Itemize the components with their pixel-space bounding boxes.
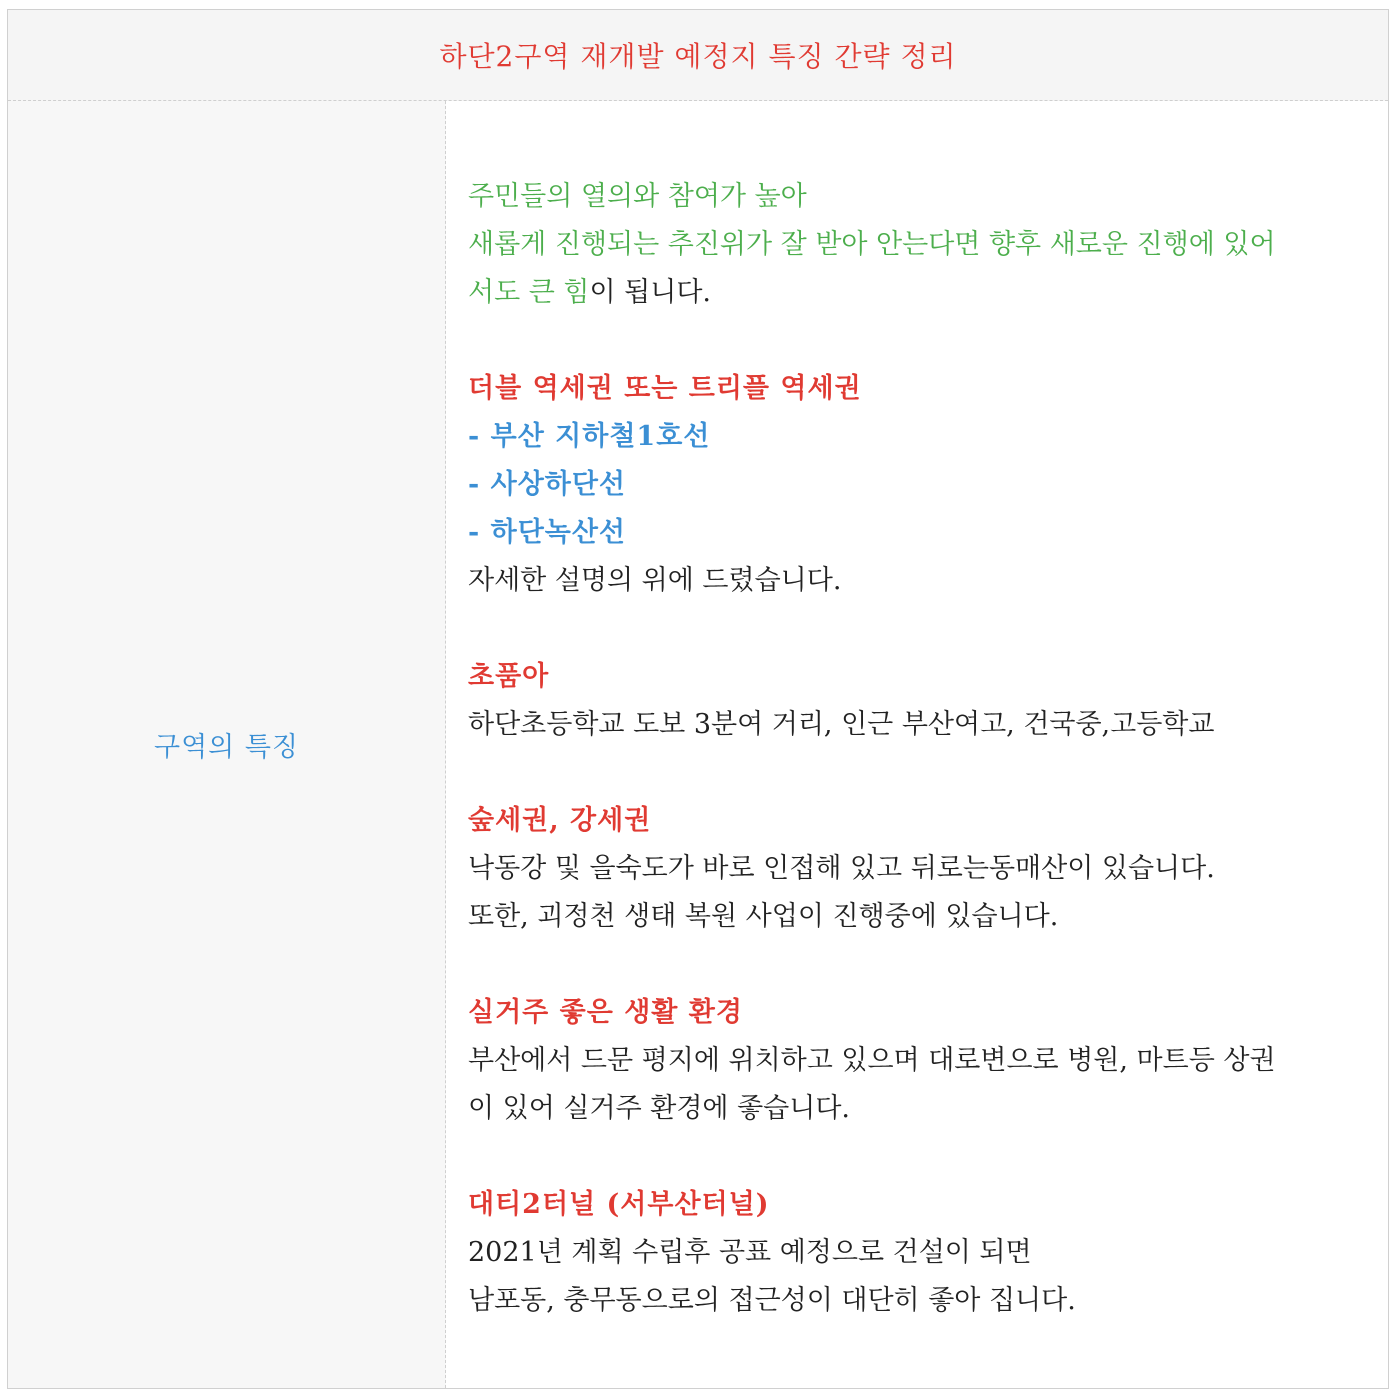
station-item: - 부산 지하철1호선 [468, 421, 711, 452]
section-body-tunnel-1: 2021년 계획 수립후 공표 예정으로 건설이 되면 [468, 1237, 1032, 1268]
section-body-station: 자세한 설명의 위에 드렸습니다. [468, 565, 842, 596]
intro-line-3-highlight: 서도 큰 힘 [468, 277, 590, 308]
section-heading-nature: 숲세권, 강세권 [468, 805, 652, 836]
intro-line-2: 새롭게 진행되는 추진위가 잘 받아 안는다면 향후 새로운 진행에 있어 [468, 229, 1276, 260]
summary-table [7, 9, 1389, 1389]
section-body-living-1: 부산에서 드문 평지에 위치하고 있으며 대로변으로 병원, 마트등 상권 [468, 1045, 1276, 1076]
section-body-nature-2: 또한, 괴정천 생태 복원 사업이 진행중에 있습니다. [468, 901, 1059, 932]
section-body-tunnel-2: 남포동, 충무동으로의 접근성이 대단히 좋아 집니다. [468, 1285, 1076, 1316]
section-body-living-2: 이 있어 실거주 환경에 좋습니다. [468, 1093, 850, 1124]
intro-line-3-rest: 이 됩니다. [589, 277, 711, 308]
section-heading-living: 실거주 좋은 생활 환경 [468, 997, 743, 1028]
intro-line-3 [468, 269, 1368, 317]
station-item: - 사상하단선 [468, 469, 627, 500]
content-body [468, 173, 1368, 1325]
label-cell [8, 101, 446, 1388]
table-title: 하단2구역 재개발 예정지 특징 간략 정리 [439, 40, 957, 73]
section-heading-tunnel: 대티2터널 (서부산터널) [468, 1189, 770, 1220]
section-body-nature-1: 낙동강 및 을숙도가 바로 인접해 있고 뒤로는동매산이 있습니다. [468, 853, 1215, 884]
row-label: 구역의 특징 [154, 732, 299, 763]
station-item: - 하단녹산선 [468, 517, 627, 548]
section-heading-station: 더블 역세권 또는 트리플 역세권 [468, 373, 862, 404]
section-heading-school: 초품아 [468, 661, 550, 692]
section-body-school: 하단초등학교 도보 3분여 거리, 인근 부산여고, 건국중,고등학교 [468, 709, 1215, 740]
content-cell [446, 101, 1388, 1388]
intro-line-1: 주민들의 열의와 참여가 높아 [468, 181, 807, 212]
title-row [8, 10, 1388, 101]
